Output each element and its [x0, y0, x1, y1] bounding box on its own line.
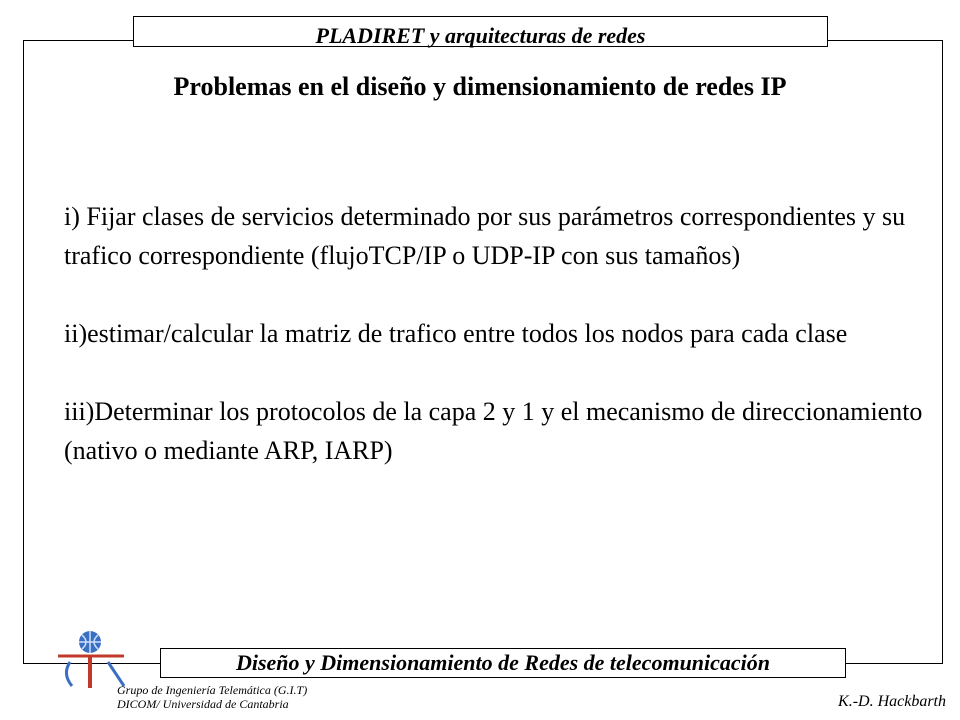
org-line-1: Grupo de Ingeniería Telemática (G.I.T): [117, 683, 308, 697]
slide-title: Problemas en el diseño y dimensionamiento de redes IP: [173, 72, 787, 101]
item-1: i) Fijar clases de servicios determinado por sus parámetros correspondientes y su trafico correspondiente (flujoTCP/IP o UDP-IP con sus tamaños): [64, 202, 906, 270]
header-banner: [133, 16, 828, 47]
footer-title: Diseño y Dimensionamiento de Redes de telecomunicación: [235, 650, 771, 675]
item-3: iii)Determinar los protocolos de la capa 2 y 1 y el mecanismo de direccionamiento (nativo o mediante ARP, IARP): [64, 397, 923, 465]
org-line-2: DICOM/ Universidad de Cantabria: [117, 697, 289, 711]
footer-banner: [160, 648, 846, 678]
organization-info: [117, 683, 307, 711]
slide-body: [64, 197, 924, 509]
item-2: ii)estimar/calcular la matriz de trafico entre todos los nodos para cada clase: [64, 319, 848, 348]
author-name: K.-D. Hackbarth: [838, 693, 946, 710]
header-title: PLADIRET y arquitecturas de redes: [315, 23, 646, 48]
